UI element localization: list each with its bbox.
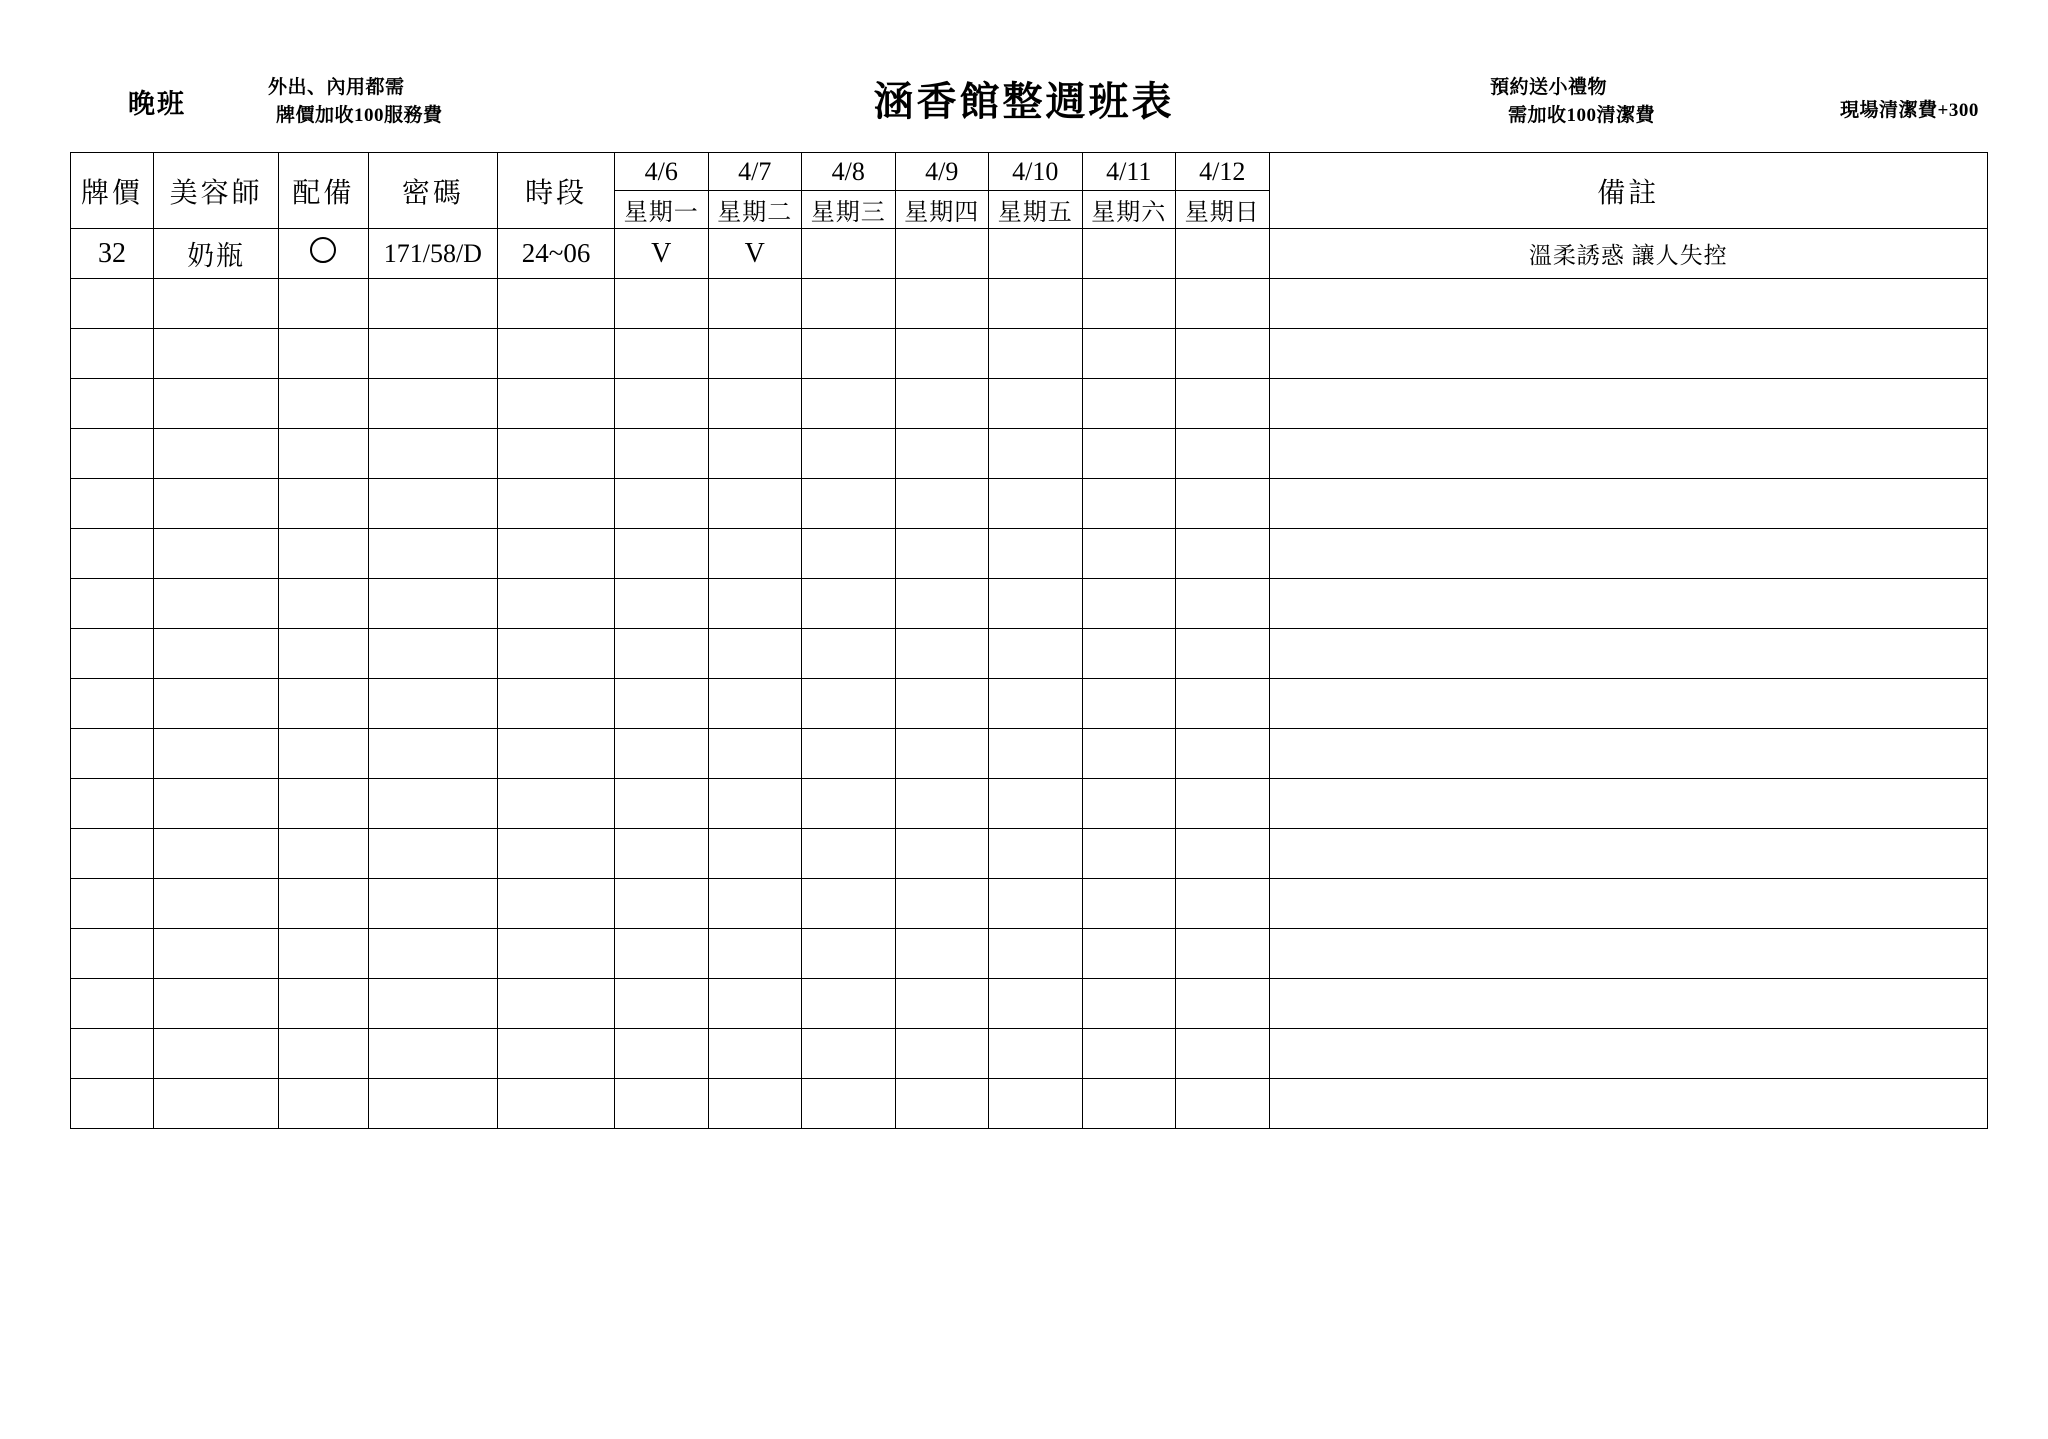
cell-day-mark-6[interactable] — [1176, 479, 1270, 529]
cell-code[interactable] — [368, 1029, 498, 1079]
cell-time[interactable] — [498, 829, 615, 879]
cell-remark[interactable] — [1269, 729, 1987, 779]
cell-day-mark-4[interactable] — [989, 779, 1083, 829]
cell-price[interactable] — [71, 329, 154, 379]
cell-day-mark-2[interactable] — [802, 629, 896, 679]
column-header-date-2: 4/8 — [802, 153, 896, 191]
cell-day-mark-3[interactable] — [895, 1079, 989, 1129]
cell-time[interactable] — [498, 979, 615, 1029]
cell-code[interactable] — [368, 429, 498, 479]
cell-code[interactable] — [368, 779, 498, 829]
cell-day-mark-2[interactable] — [802, 429, 896, 479]
cell-time[interactable] — [498, 279, 615, 329]
cell-remark[interactable] — [1269, 1079, 1987, 1129]
table-row — [71, 779, 1988, 829]
cell-artist[interactable] — [153, 679, 278, 729]
reservation-gift-note — [1490, 74, 1655, 129]
column-header-equipment: 配備 — [279, 153, 368, 229]
cell-artist[interactable] — [153, 779, 278, 829]
cell-day-mark-2[interactable] — [802, 929, 896, 979]
cell-time[interactable] — [498, 729, 615, 779]
table-row — [71, 979, 1988, 1029]
table-row — [71, 679, 1988, 729]
cell-artist[interactable] — [153, 529, 278, 579]
cell-time[interactable] — [498, 429, 615, 479]
cell-day-mark-0[interactable] — [615, 1079, 709, 1129]
cell-time[interactable] — [498, 479, 615, 529]
cell-code[interactable] — [368, 979, 498, 1029]
cell-day-mark-3[interactable] — [895, 629, 989, 679]
table-row — [71, 729, 1988, 779]
cell-day-mark-1[interactable] — [708, 279, 802, 329]
cell-price[interactable] — [71, 729, 154, 779]
cell-day-mark-4[interactable] — [989, 579, 1083, 629]
cell-artist[interactable] — [153, 629, 278, 679]
service-fee-note-line2: 牌價加收100服務費 — [276, 104, 443, 126]
cell-code[interactable] — [368, 479, 498, 529]
cell-time[interactable] — [498, 379, 615, 429]
cell-day-mark-6[interactable] — [1176, 979, 1270, 1029]
cell-price[interactable] — [71, 929, 154, 979]
table-row — [71, 879, 1988, 929]
cell-day-mark-0[interactable] — [615, 429, 709, 479]
column-header-price: 牌價 — [71, 153, 154, 229]
schedule-table-wrapper — [70, 152, 1988, 1129]
cell-code[interactable] — [368, 529, 498, 579]
cell-day-mark-1[interactable] — [708, 479, 802, 529]
cell-day-mark-2[interactable] — [802, 879, 896, 929]
cell-remark[interactable] — [1269, 1029, 1987, 1079]
cell-equipment[interactable] — [279, 629, 368, 679]
table-row — [71, 229, 1988, 279]
cell-day-mark-6[interactable] — [1176, 279, 1270, 329]
cell-remark[interactable] — [1269, 879, 1987, 929]
cell-day-mark-1[interactable] — [708, 929, 802, 979]
cell-equipment[interactable] — [279, 779, 368, 829]
cell-day-mark-4[interactable] — [989, 229, 1083, 279]
cell-artist[interactable] — [153, 979, 278, 1029]
column-header-date-4: 4/10 — [989, 153, 1083, 191]
cell-day-mark-0[interactable] — [615, 379, 709, 429]
cell-time[interactable] — [498, 629, 615, 679]
cell-day-mark-3[interactable] — [895, 279, 989, 329]
cell-artist[interactable] — [153, 279, 278, 329]
cell-day-mark-4[interactable] — [989, 979, 1083, 1029]
cell-day-mark-3[interactable] — [895, 379, 989, 429]
table-row — [71, 379, 1988, 429]
cell-day-mark-2[interactable] — [802, 729, 896, 779]
table-row — [71, 279, 1988, 329]
cell-equipment[interactable] — [279, 529, 368, 579]
cell-day-mark-4[interactable] — [989, 329, 1083, 379]
cell-day-mark-5[interactable] — [1082, 529, 1176, 579]
cell-day-mark-4[interactable] — [989, 529, 1083, 579]
cell-day-mark-2[interactable] — [802, 1029, 896, 1079]
cell-day-mark-0[interactable]: V — [615, 229, 709, 279]
cell-day-mark-3[interactable] — [895, 829, 989, 879]
cell-day-mark-3[interactable] — [895, 1029, 989, 1079]
cell-time[interactable] — [498, 929, 615, 979]
cell-day-mark-5[interactable] — [1082, 579, 1176, 629]
column-header-artist: 美容師 — [153, 153, 278, 229]
cell-day-mark-4[interactable] — [989, 929, 1083, 979]
cell-day-mark-4[interactable] — [989, 679, 1083, 729]
table-row — [71, 1079, 1988, 1129]
cell-day-mark-6[interactable] — [1176, 1079, 1270, 1129]
column-header-weekday-0: 星期一 — [615, 191, 709, 229]
cell-day-mark-1[interactable] — [708, 1029, 802, 1079]
cell-day-mark-6[interactable] — [1176, 529, 1270, 579]
cell-day-mark-4[interactable] — [989, 1079, 1083, 1129]
cell-time[interactable] — [498, 1029, 615, 1079]
cell-day-mark-4[interactable] — [989, 379, 1083, 429]
cell-equipment[interactable] — [279, 979, 368, 1029]
cell-day-mark-3[interactable] — [895, 229, 989, 279]
cell-day-mark-1[interactable] — [708, 429, 802, 479]
cell-day-mark-1[interactable] — [708, 329, 802, 379]
cell-day-mark-0[interactable] — [615, 929, 709, 979]
cell-remark[interactable]: 溫柔誘惑 讓人失控 — [1269, 229, 1987, 279]
cell-equipment[interactable] — [279, 879, 368, 929]
cell-day-mark-3[interactable] — [895, 529, 989, 579]
cell-artist[interactable] — [153, 379, 278, 429]
cell-day-mark-6[interactable] — [1176, 329, 1270, 379]
cell-day-mark-4[interactable] — [989, 279, 1083, 329]
cell-artist[interactable] — [153, 1029, 278, 1079]
cell-day-mark-1[interactable] — [708, 729, 802, 779]
cell-artist[interactable] — [153, 879, 278, 929]
cell-code[interactable] — [368, 1079, 498, 1129]
cell-equipment[interactable] — [279, 479, 368, 529]
cell-day-mark-5[interactable] — [1082, 279, 1176, 329]
cell-day-mark-6[interactable] — [1176, 1029, 1270, 1079]
cell-price[interactable] — [71, 279, 154, 329]
cell-remark[interactable] — [1269, 929, 1987, 979]
cell-artist[interactable] — [153, 429, 278, 479]
cell-day-mark-2[interactable] — [802, 829, 896, 879]
cell-day-mark-5[interactable] — [1082, 429, 1176, 479]
cell-equipment[interactable] — [279, 1029, 368, 1079]
cell-day-mark-5[interactable] — [1082, 729, 1176, 779]
cell-day-mark-2[interactable] — [802, 1079, 896, 1129]
cell-remark[interactable] — [1269, 529, 1987, 579]
cell-day-mark-3[interactable] — [895, 779, 989, 829]
cell-day-mark-1[interactable]: V — [708, 229, 802, 279]
cell-day-mark-5[interactable] — [1082, 629, 1176, 679]
cell-day-mark-1[interactable] — [708, 979, 802, 1029]
cell-remark[interactable] — [1269, 429, 1987, 479]
cell-day-mark-5[interactable] — [1082, 679, 1176, 729]
cell-day-mark-1[interactable] — [708, 679, 802, 729]
cell-price[interactable] — [71, 629, 154, 679]
cell-price[interactable] — [71, 529, 154, 579]
cell-day-mark-5[interactable] — [1082, 929, 1176, 979]
cell-day-mark-3[interactable] — [895, 479, 989, 529]
cell-price[interactable] — [71, 1079, 154, 1129]
table-row — [71, 929, 1988, 979]
cell-artist[interactable] — [153, 1079, 278, 1129]
cell-code[interactable] — [368, 279, 498, 329]
cell-time[interactable]: 24~06 — [498, 229, 615, 279]
cell-equipment[interactable] — [279, 1079, 368, 1129]
cell-day-mark-1[interactable] — [708, 829, 802, 879]
cell-artist[interactable]: 奶瓶 — [153, 229, 278, 279]
cell-artist[interactable] — [153, 579, 278, 629]
table-row — [71, 1029, 1988, 1079]
cell-time[interactable] — [498, 679, 615, 729]
cell-day-mark-1[interactable] — [708, 1079, 802, 1129]
cell-price[interactable] — [71, 979, 154, 1029]
cell-day-mark-0[interactable] — [615, 979, 709, 1029]
column-header-date-3: 4/9 — [895, 153, 989, 191]
cell-day-mark-3[interactable] — [895, 729, 989, 779]
column-header-weekday-1: 星期二 — [708, 191, 802, 229]
cell-code[interactable] — [368, 679, 498, 729]
cell-price[interactable] — [71, 679, 154, 729]
cell-code[interactable] — [368, 329, 498, 379]
onsite-cleaning-fee-note: 現場清潔費+300 — [1840, 100, 1979, 121]
service-fee-note-line1: 外出、內用都需 — [268, 77, 405, 98]
cell-day-mark-5[interactable] — [1082, 329, 1176, 379]
cell-day-mark-2[interactable] — [802, 379, 896, 429]
cell-code[interactable] — [368, 929, 498, 979]
cell-time[interactable] — [498, 579, 615, 629]
cell-day-mark-2[interactable] — [802, 479, 896, 529]
cell-day-mark-0[interactable] — [615, 779, 709, 829]
column-header-date-1: 4/7 — [708, 153, 802, 191]
cell-day-mark-0[interactable] — [615, 479, 709, 529]
cell-day-mark-2[interactable] — [802, 679, 896, 729]
cell-day-mark-2[interactable] — [802, 579, 896, 629]
cell-day-mark-3[interactable] — [895, 679, 989, 729]
cell-code[interactable] — [368, 379, 498, 429]
cell-day-mark-4[interactable] — [989, 729, 1083, 779]
cell-day-mark-6[interactable] — [1176, 579, 1270, 629]
cell-equipment[interactable] — [279, 729, 368, 779]
reservation-gift-note-line2: 需加收100清潔費 — [1508, 104, 1656, 126]
cell-day-mark-6[interactable] — [1176, 429, 1270, 479]
cell-price[interactable] — [71, 379, 154, 429]
cell-day-mark-1[interactable] — [708, 629, 802, 679]
cell-price[interactable] — [71, 879, 154, 929]
cell-day-mark-4[interactable] — [989, 879, 1083, 929]
cell-day-mark-6[interactable] — [1176, 229, 1270, 279]
table-row — [71, 829, 1988, 879]
cell-code[interactable] — [368, 829, 498, 879]
cell-day-mark-3[interactable] — [895, 929, 989, 979]
cell-day-mark-1[interactable] — [708, 379, 802, 429]
cell-day-mark-2[interactable] — [802, 779, 896, 829]
cell-code[interactable] — [368, 879, 498, 929]
cell-equipment[interactable] — [279, 329, 368, 379]
column-header-weekday-2: 星期三 — [802, 191, 896, 229]
page-header — [0, 0, 2048, 126]
cell-equipment[interactable] — [279, 229, 368, 279]
column-header-code: 密碼 — [368, 153, 498, 229]
table-row — [71, 479, 1988, 529]
cell-day-mark-2[interactable] — [802, 279, 896, 329]
shift-label: 晚班 — [128, 89, 186, 119]
cell-day-mark-6[interactable] — [1176, 829, 1270, 879]
cell-equipment[interactable] — [279, 579, 368, 629]
cell-equipment[interactable] — [279, 679, 368, 729]
table-row — [71, 429, 1988, 479]
cell-remark[interactable] — [1269, 379, 1987, 429]
cell-day-mark-2[interactable] — [802, 529, 896, 579]
cell-day-mark-6[interactable] — [1176, 929, 1270, 979]
cell-price[interactable] — [71, 479, 154, 529]
cell-artist[interactable] — [153, 729, 278, 779]
cell-day-mark-0[interactable] — [615, 279, 709, 329]
cell-day-mark-2[interactable] — [802, 229, 896, 279]
cell-equipment[interactable] — [279, 929, 368, 979]
cell-code[interactable] — [368, 729, 498, 779]
cell-day-mark-4[interactable] — [989, 1029, 1083, 1079]
cell-day-mark-0[interactable] — [615, 879, 709, 929]
cell-day-mark-5[interactable] — [1082, 879, 1176, 929]
cell-day-mark-4[interactable] — [989, 429, 1083, 479]
cell-day-mark-0[interactable] — [615, 329, 709, 379]
cell-day-mark-3[interactable] — [895, 579, 989, 629]
cell-day-mark-5[interactable] — [1082, 829, 1176, 879]
cell-remark[interactable] — [1269, 829, 1987, 879]
table-header-row-top — [71, 153, 1988, 191]
reservation-gift-note-line1: 預約送小禮物 — [1490, 77, 1608, 98]
cell-day-mark-4[interactable] — [989, 829, 1083, 879]
cell-day-mark-3[interactable] — [895, 879, 989, 929]
cell-day-mark-1[interactable] — [708, 879, 802, 929]
table-row — [71, 579, 1988, 629]
cell-price[interactable] — [71, 579, 154, 629]
cell-price[interactable] — [71, 429, 154, 479]
cell-day-mark-3[interactable] — [895, 979, 989, 1029]
cell-day-mark-4[interactable] — [989, 629, 1083, 679]
cell-day-mark-6[interactable] — [1176, 779, 1270, 829]
column-header-weekday-4: 星期五 — [989, 191, 1083, 229]
cell-day-mark-0[interactable] — [615, 1029, 709, 1079]
cell-day-mark-0[interactable] — [615, 529, 709, 579]
cell-day-mark-5[interactable] — [1082, 379, 1176, 429]
cell-remark[interactable] — [1269, 679, 1987, 729]
cell-day-mark-6[interactable] — [1176, 679, 1270, 729]
cell-day-mark-5[interactable] — [1082, 1029, 1176, 1079]
cell-day-mark-1[interactable] — [708, 579, 802, 629]
cell-time[interactable] — [498, 329, 615, 379]
column-header-date-0: 4/6 — [615, 153, 709, 191]
cell-day-mark-5[interactable] — [1082, 979, 1176, 1029]
cell-day-mark-6[interactable] — [1176, 729, 1270, 779]
cell-remark[interactable] — [1269, 779, 1987, 829]
cell-code[interactable] — [368, 579, 498, 629]
cell-price[interactable] — [71, 1029, 154, 1079]
cell-artist[interactable] — [153, 929, 278, 979]
cell-day-mark-6[interactable] — [1176, 879, 1270, 929]
column-header-date-6: 4/12 — [1176, 153, 1270, 191]
circle-icon — [310, 237, 336, 263]
column-header-weekday-6: 星期日 — [1176, 191, 1270, 229]
page-title: 涵香館整週班表 — [873, 79, 1175, 124]
cell-remark[interactable] — [1269, 279, 1987, 329]
cell-day-mark-1[interactable] — [708, 529, 802, 579]
cell-day-mark-0[interactable] — [615, 729, 709, 779]
cell-remark[interactable] — [1269, 479, 1987, 529]
column-header-time: 時段 — [498, 153, 615, 229]
cell-day-mark-0[interactable] — [615, 579, 709, 629]
cell-equipment[interactable] — [279, 829, 368, 879]
cell-day-mark-4[interactable] — [989, 479, 1083, 529]
cell-time[interactable] — [498, 879, 615, 929]
cell-day-mark-2[interactable] — [802, 329, 896, 379]
column-header-weekday-3: 星期四 — [895, 191, 989, 229]
cell-code[interactable]: 171/58/D — [368, 229, 498, 279]
cell-equipment[interactable] — [279, 379, 368, 429]
cell-artist[interactable] — [153, 329, 278, 379]
cell-day-mark-0[interactable] — [615, 629, 709, 679]
cell-day-mark-5[interactable] — [1082, 779, 1176, 829]
cell-day-mark-0[interactable] — [615, 679, 709, 729]
schedule-table-body — [71, 229, 1988, 1129]
cell-equipment[interactable] — [279, 279, 368, 329]
cell-day-mark-5[interactable] — [1082, 479, 1176, 529]
cell-artist[interactable] — [153, 829, 278, 879]
cell-day-mark-3[interactable] — [895, 429, 989, 479]
cell-day-mark-0[interactable] — [615, 829, 709, 879]
cell-day-mark-3[interactable] — [895, 329, 989, 379]
cell-remark[interactable] — [1269, 629, 1987, 679]
column-header-remark: 備註 — [1269, 153, 1987, 229]
cell-day-mark-1[interactable] — [708, 779, 802, 829]
cell-price[interactable] — [71, 829, 154, 879]
cell-time[interactable] — [498, 1079, 615, 1129]
cell-day-mark-5[interactable] — [1082, 229, 1176, 279]
cell-price[interactable]: 32 — [71, 229, 154, 279]
cell-code[interactable] — [368, 629, 498, 679]
cell-remark[interactable] — [1269, 579, 1987, 629]
cell-day-mark-5[interactable] — [1082, 1079, 1176, 1129]
cell-remark[interactable] — [1269, 979, 1987, 1029]
cell-equipment[interactable] — [279, 429, 368, 479]
table-row — [71, 529, 1988, 579]
column-header-date-5: 4/11 — [1082, 153, 1176, 191]
table-row — [71, 329, 1988, 379]
cell-price[interactable] — [71, 779, 154, 829]
cell-day-mark-6[interactable] — [1176, 629, 1270, 679]
table-row — [71, 629, 1988, 679]
cell-time[interactable] — [498, 529, 615, 579]
column-header-weekday-5: 星期六 — [1082, 191, 1176, 229]
cell-remark[interactable] — [1269, 329, 1987, 379]
cell-artist[interactable] — [153, 479, 278, 529]
cell-time[interactable] — [498, 779, 615, 829]
cell-day-mark-6[interactable] — [1176, 379, 1270, 429]
schedule-table — [70, 152, 1988, 1129]
cell-day-mark-2[interactable] — [802, 979, 896, 1029]
